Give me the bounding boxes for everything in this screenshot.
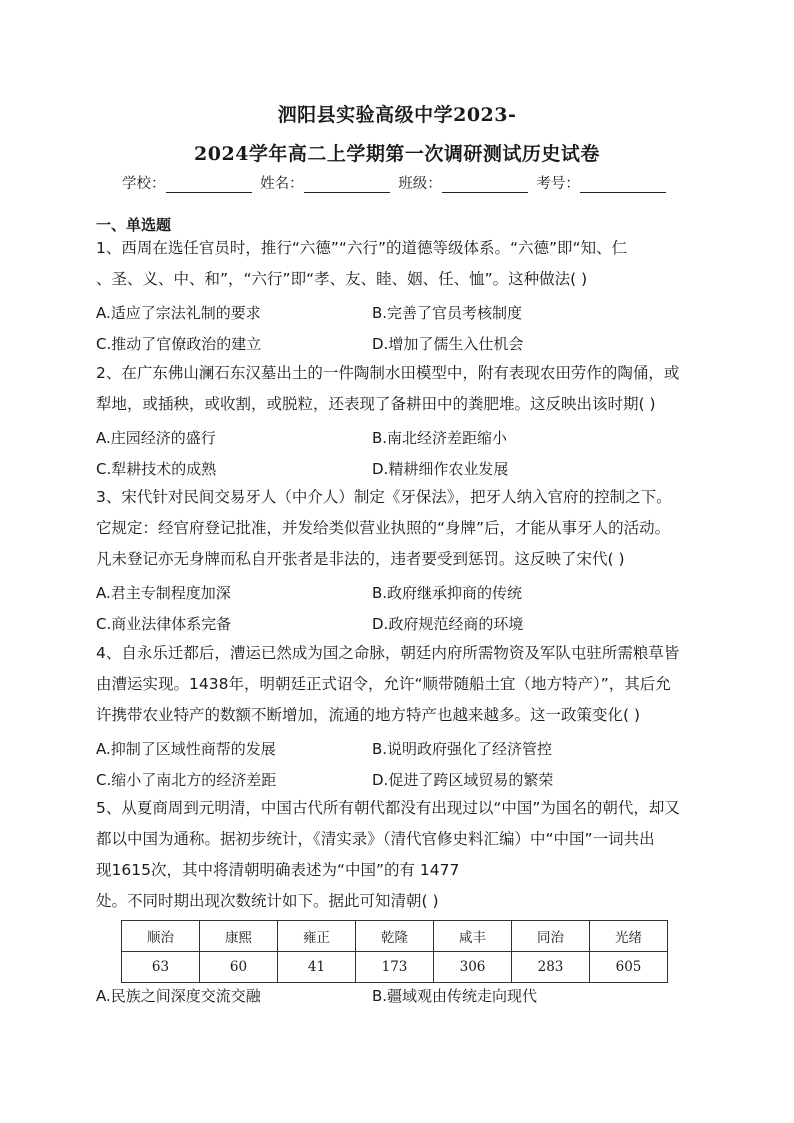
exam-title-line1: 泗阳县实验高级中学2023- [277, 104, 517, 126]
school-blank[interactable] [166, 176, 252, 193]
name-blank[interactable] [304, 176, 390, 193]
question-3-option-a[interactable]: A.君主专制程度加深 [96, 584, 231, 602]
question-4-option-a[interactable]: A.抑制了区域性商帮的发展 [96, 740, 276, 758]
question-4-option-b[interactable]: B.说明政府强化了经济管控 [372, 740, 553, 758]
table-value-cell: 605 [590, 952, 668, 983]
question-2-option-c[interactable]: C.犁耕技术的成熟 [96, 460, 217, 478]
question-2-option-b[interactable]: B.南北经济差距缩小 [372, 429, 508, 447]
question-3-option-b[interactable]: B.政府继承抑商的传统 [372, 584, 523, 602]
question-3-line-2: 它规定：经官府登记批准，并发给类似营业执照的“身牌”后，才能从事牙人的活动。 [96, 519, 671, 537]
name-label: 姓名： [260, 176, 304, 192]
question-4-line-3: 许携带农业特产的数额不断增加，流通的地方特产也越来越多。这一政策变化( ) [96, 706, 641, 724]
question-5-line-2: 都以中国为通称。据初步统计，《清实录》（清代官修史料汇编）中“中国”一词共出 [96, 830, 655, 848]
question-1-option-d[interactable]: D.增加了儒生入仕机会 [372, 335, 524, 353]
table-value-cell: 173 [356, 952, 434, 983]
qing-count-table [121, 920, 668, 983]
table-value-cell: 41 [278, 952, 356, 983]
question-4-option-c[interactable]: C.缩小了南北方的经济差距 [96, 771, 277, 789]
class-blank[interactable] [442, 176, 528, 193]
table-value-cell: 306 [434, 952, 512, 983]
question-1-line-1: 1、西周在选任官员时，推行“六德”“六行”的道德等级体系。“六德”即“知、仁 [96, 239, 628, 257]
table-value-cell: 63 [122, 952, 200, 983]
table-header-row [122, 921, 668, 952]
table-header-cell: 同治 [512, 921, 590, 952]
question-5-option-a[interactable]: A.民族之间深度交流交融 [96, 987, 261, 1005]
question-4-option-d[interactable]: D.促进了跨区域贸易的繁荣 [372, 771, 554, 789]
question-5-line-3: 现1615次，其中将清朝明确表述为“中国”的有 1477 [96, 861, 460, 879]
school-label: 学校： [122, 176, 166, 192]
table-header-cell: 乾隆 [356, 921, 434, 952]
table-header-cell: 雍正 [278, 921, 356, 952]
question-3-line-3: 凡未登记亦无身牌而私自开张者是非法的，违者要受到惩罚。这反映了宋代( ) [96, 550, 625, 568]
table-row [122, 952, 668, 983]
question-3-option-d[interactable]: D.政府规范经商的环境 [372, 615, 524, 633]
question-1-option-c[interactable]: C.推动了官僚政治的建立 [96, 335, 262, 353]
question-3-option-c[interactable]: C.商业法律体系完备 [96, 615, 232, 633]
table-value-cell: 60 [200, 952, 278, 983]
question-2-line-2: 犁地，或插秧，或收割，或脱粒，还表现了备耕田中的粪肥堆。这反映出该时期( ) [96, 395, 656, 413]
question-4-line-1: 4、自永乐迁都后，漕运已然成为国之命脉，朝廷内府所需物资及军队屯驻所需粮草皆 [96, 644, 680, 662]
question-5-option-b[interactable]: B.疆域观由传统走向现代 [372, 987, 538, 1005]
question-2-option-d[interactable]: D.精耕细作农业发展 [372, 460, 509, 478]
table-value-cell: 283 [512, 952, 590, 983]
question-2-option-a[interactable]: A.庄园经济的盛行 [96, 429, 216, 447]
question-4-line-2: 由漕运实现。1438年，明朝廷正式诏令，允许“顺带随船土宜（地方特产）”，其后允 [96, 675, 671, 693]
question-5-line-4: 处。不同时期出现次数统计如下。据此可知清朝( ) [96, 892, 439, 910]
table-header-cell: 咸丰 [434, 921, 512, 952]
exam-number-label: 考号： [536, 176, 580, 192]
question-5-line-1: 5、从夏商周到元明清，中国古代所有朝代都没有出现过以“中国”为国名的朝代，却又 [96, 799, 680, 817]
question-3-line-1: 3、宋代针对民间交易牙人（中介人）制定《牙保法》，把牙人纳入官府的控制之下。 [96, 488, 672, 506]
exam-title-line2: 2024学年高二上学期第一次调研测试历史试卷 [194, 143, 600, 165]
table-header-cell: 康熙 [200, 921, 278, 952]
table-header-cell: 顺治 [122, 921, 200, 952]
question-1-option-a[interactable]: A.适应了宗法礼制的要求 [96, 304, 261, 322]
question-1-option-b[interactable]: B.完善了官员考核制度 [372, 304, 523, 322]
question-1-line-2: 、圣、义、中、和”，“六行”即“孝、友、睦、姻、任、恤”。这种做法( ) [96, 270, 588, 288]
section-title: 一、单选题 [96, 216, 172, 234]
student-info-row [122, 172, 670, 193]
table-header-cell: 光绪 [590, 921, 668, 952]
exam-number-blank[interactable] [580, 176, 666, 193]
class-label: 班级： [398, 176, 442, 192]
question-2-line-1: 2、在广东佛山澜石东汉墓出土的一件陶制水田模型中，附有表现农田劳作的陶俑，或 [96, 364, 680, 382]
